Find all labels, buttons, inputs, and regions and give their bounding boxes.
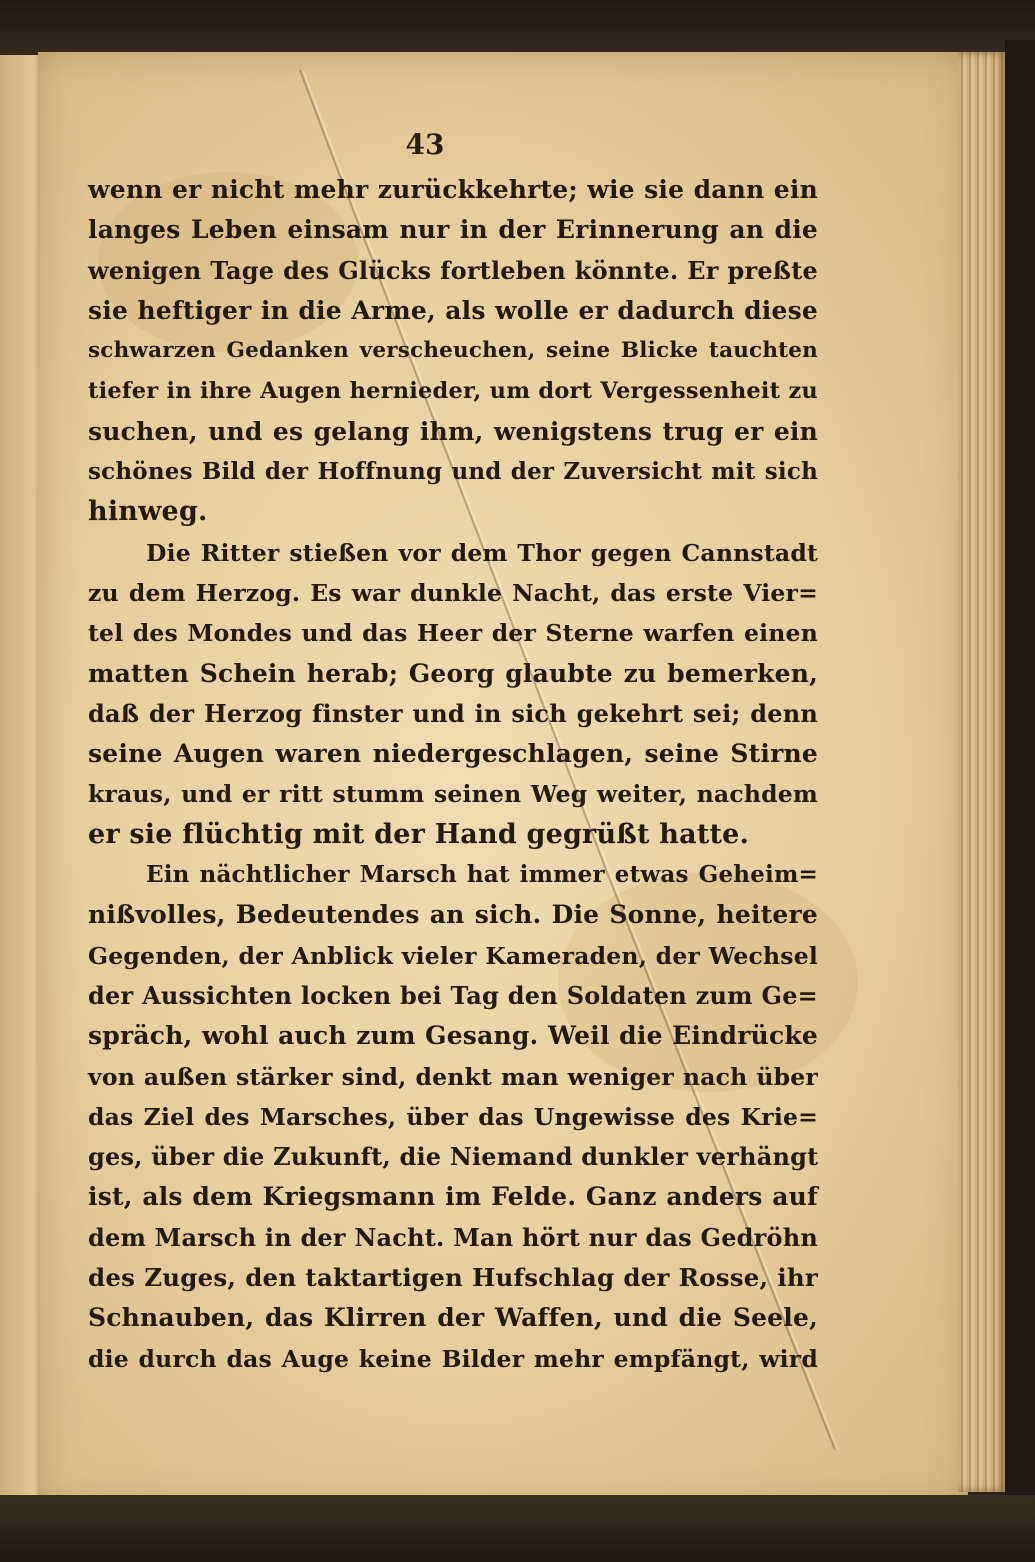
text-line: daß der Herzog finster und in sich gekehrt sei; denn: [88, 698, 818, 728]
text-line: Die Ritter stießen vor dem Thor gegen Cannstadt: [146, 538, 818, 567]
text-line: dem Marsch in der Nacht. Man hört nur das Gedröhn: [88, 1222, 818, 1252]
text-line: ges, über die Zukunft, die Niemand dunkler verhängt: [88, 1142, 819, 1172]
text-line: der Aussichten locken bei Tag den Soldaten zum Ge=: [88, 980, 818, 1010]
text-line: kraus, und er ritt stumm seinen Weg weiter, nachdem: [88, 780, 818, 809]
text-line: tiefer in ihre Augen hernieder, um dort Vergessenheit zu: [88, 378, 818, 405]
page-stack-edges: [958, 52, 1008, 1492]
text-line: Schnauben, das Klirren der Waffen, und die Seele,: [88, 1303, 818, 1333]
text-line: das Ziel des Marsches, über das Ungewisse des Krie=: [88, 1102, 818, 1131]
text-line: Ein nächtlicher Marsch hat immer etwas Geheim=: [146, 861, 818, 889]
text-line: des Zuges, den taktartigen Hufschlag der Rosse, ihr: [88, 1263, 818, 1293]
text-line: von außen stärker sind, denkt man weniger nach über: [88, 1062, 818, 1091]
text-line: zu dem Herzog. Es war dunkle Nacht, das erste Vier=: [88, 578, 818, 607]
text-line: schönes Bild der Hoffnung und der Zuversicht mit sich: [88, 458, 818, 486]
text-line: seine Augen waren niedergeschlagen, seine Stirne: [88, 739, 818, 769]
text-line: er sie flüchtig mit der Hand gegrüßt hatte.: [88, 818, 750, 850]
text-line: suchen, und es gelang ihm, wenigstens trug er ein: [88, 416, 818, 446]
book-cover-right: [1005, 40, 1035, 1520]
text-line: ist, als dem Kriegsmann im Felde. Ganz anders auf: [88, 1182, 818, 1212]
text-line: langes Leben einsam nur in der Erinnerung an die: [88, 215, 818, 245]
text-line: hinweg.: [88, 496, 208, 528]
text-line: wenn er nicht mehr zurückkehrte; wie sie dann ein: [88, 175, 818, 204]
text-line: tel des Mondes und das Heer der Sterne warfen einen: [88, 619, 818, 648]
text-line: matten Schein herab; Georg glaubte zu bemerken,: [88, 658, 818, 688]
text-line: die durch das Auge keine Bilder mehr empfängt, wird: [88, 1344, 818, 1373]
text-line: spräch, wohl auch zum Gesang. Weil die Eindrücke: [88, 1021, 818, 1051]
text-line: wenigen Tage des Glücks fortleben könnte. Er preßte: [88, 255, 818, 285]
book-cover-bottom: [0, 1495, 1035, 1562]
text-line: nißvolles, Bedeutendes an sich. Die Sonne, heitere: [88, 900, 818, 930]
text-line: schwarzen Gedanken verscheuchen, seine Blicke tauchten: [88, 338, 818, 364]
page-number: 43: [405, 128, 445, 161]
body-text: [88, 170, 818, 1379]
text-line: sie heftiger in die Arme, als wolle er dadurch diese: [88, 295, 818, 325]
text-line: Gegenden, der Anblick vieler Kameraden, der Wechsel: [88, 941, 818, 970]
